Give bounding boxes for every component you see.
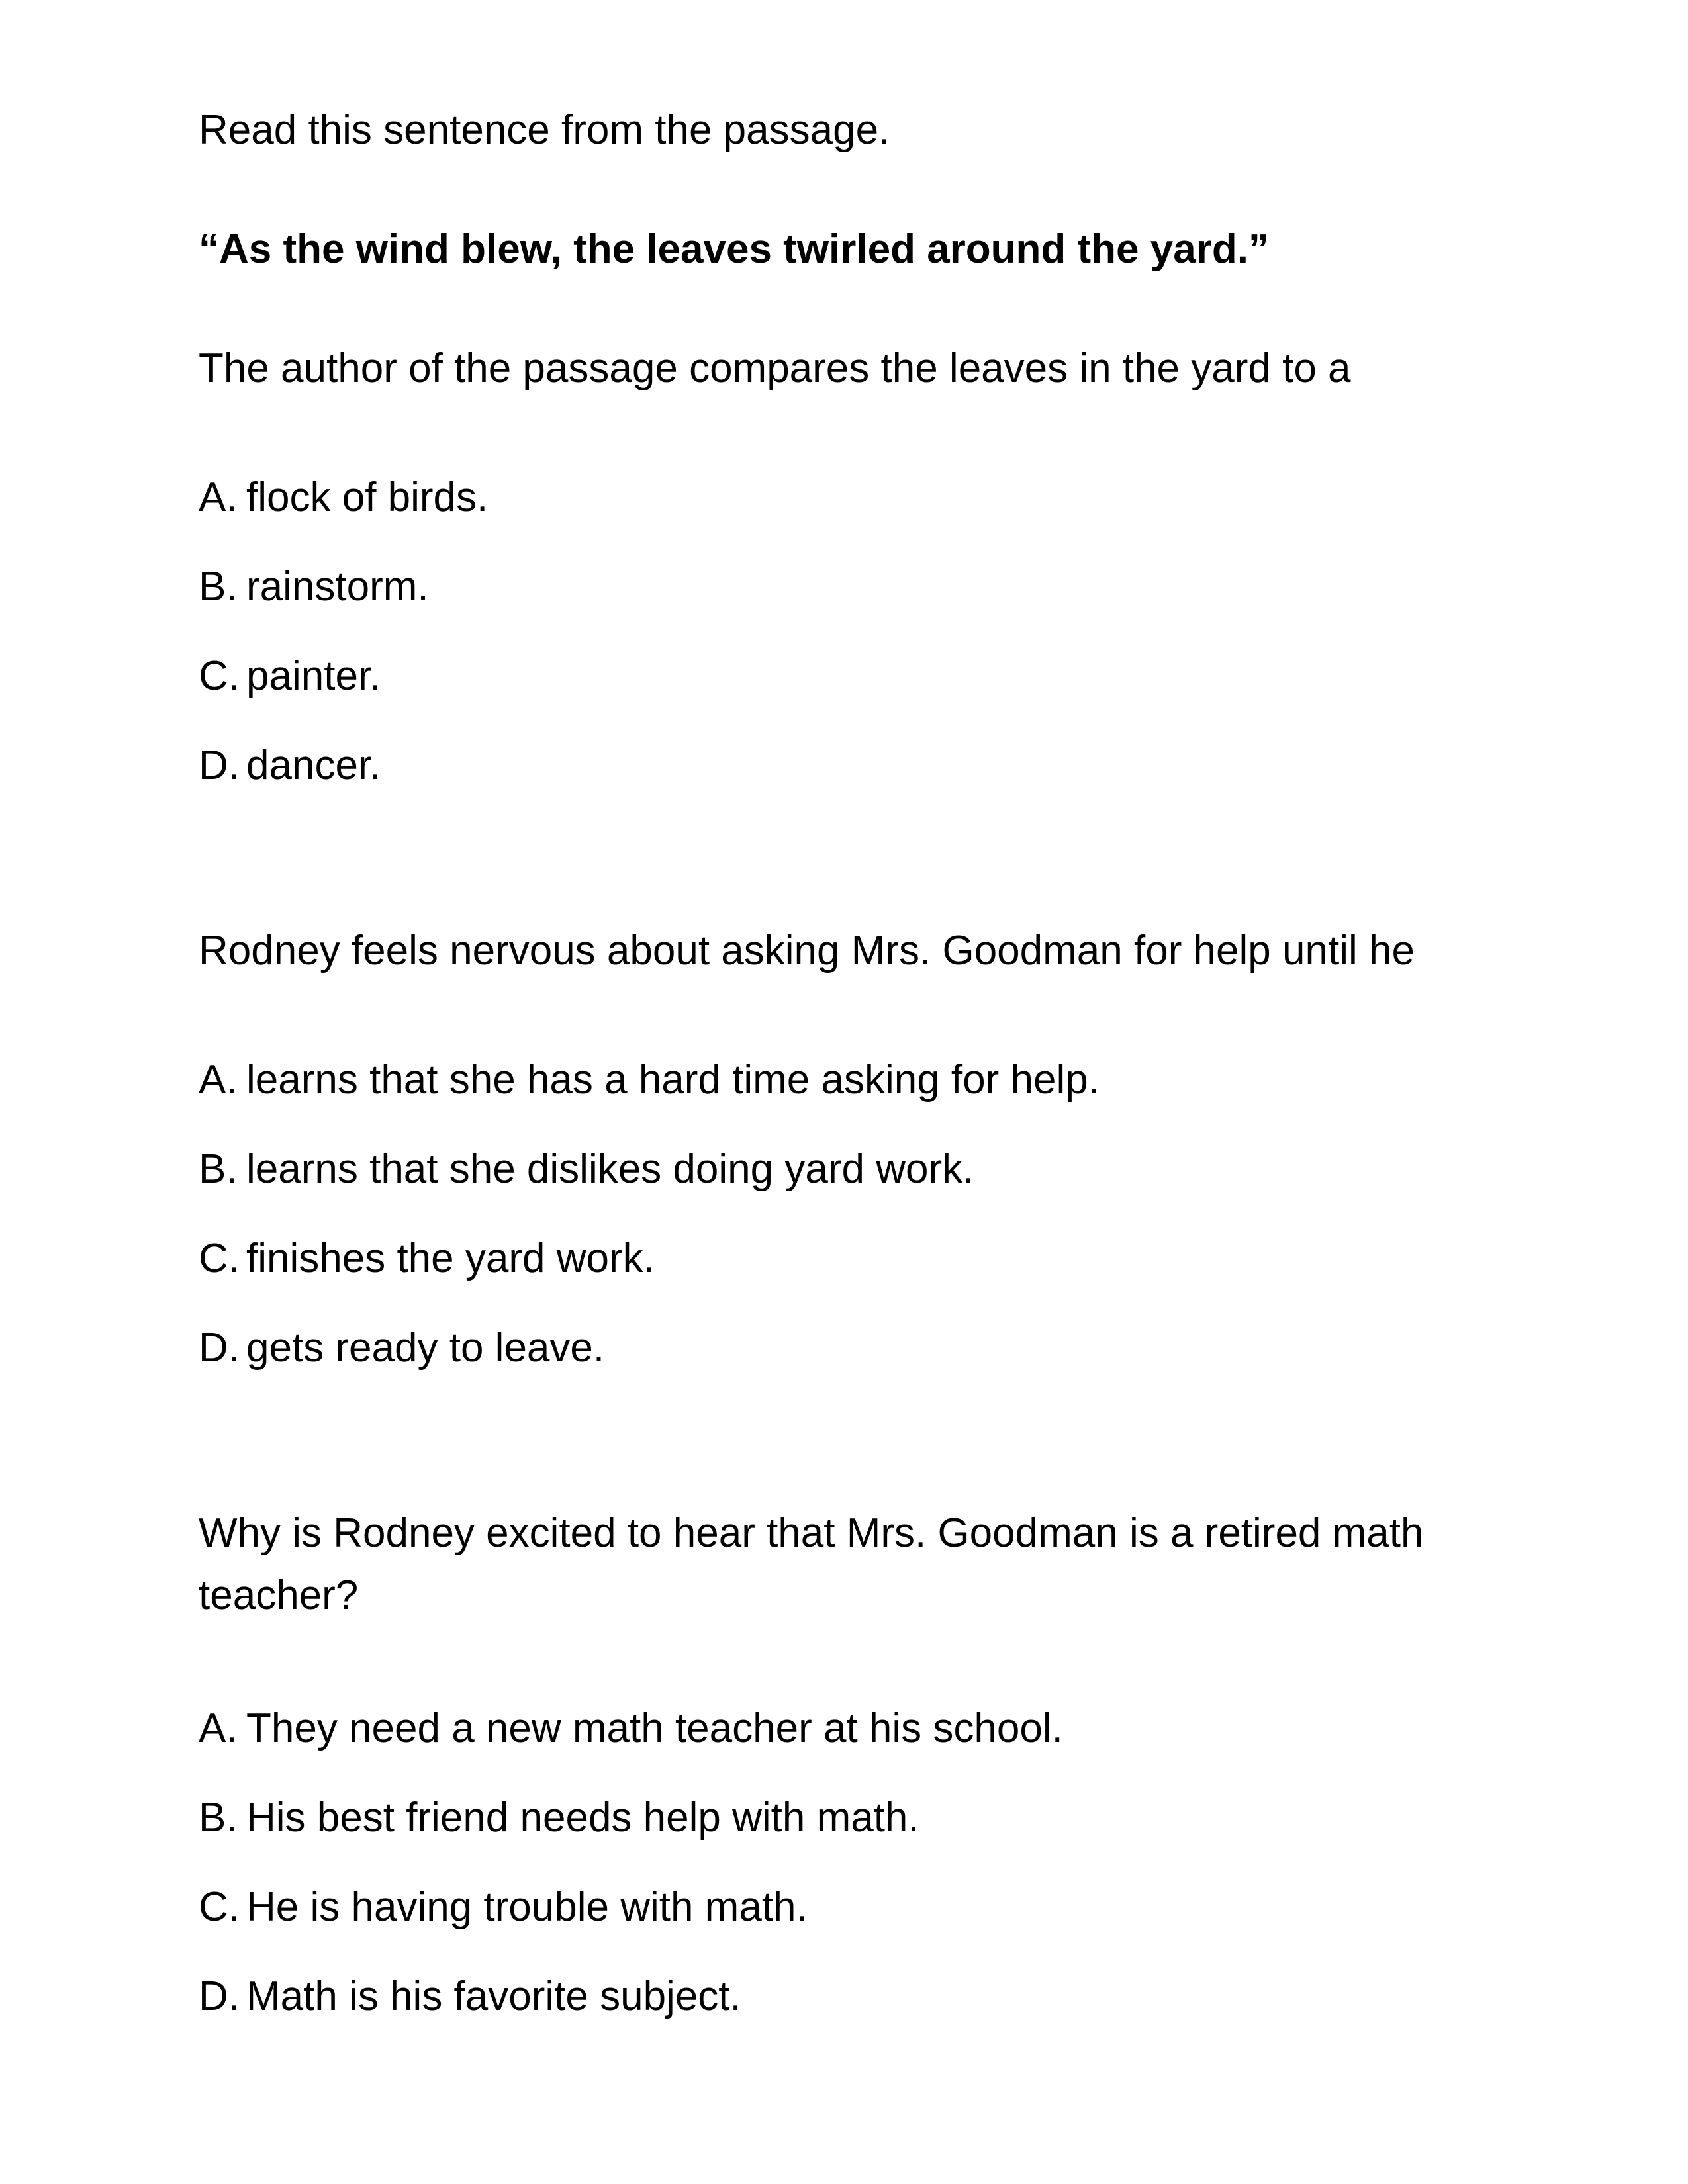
question-1-option-d (199, 735, 381, 797)
question-3-stem: Why is Rodney excited to hear that Mrs. Goodman is a retired math teacher? (199, 1510, 1424, 1618)
option-letter: B. (199, 564, 238, 610)
question-2-option-b (199, 1138, 974, 1201)
option-letter: D. (199, 1325, 240, 1371)
question-1-stem: The author of the passage compares the leaves in the yard to a (199, 345, 1351, 391)
instruction-text: Read this sentence from the passage. (199, 107, 890, 153)
question-2-option-a (199, 1049, 1100, 1111)
option-letter: A. (199, 1706, 238, 1751)
option-text: dancer. (246, 743, 381, 788)
option-text: painter. (246, 653, 381, 699)
option-text: He is having trouble with math. (246, 1884, 808, 1930)
question-3-option-d (199, 1966, 741, 2028)
option-letter: D. (199, 743, 240, 788)
question-3-option-b (199, 1787, 919, 1849)
option-letter: A. (199, 475, 238, 520)
question-1-option-b (199, 556, 429, 618)
option-letter: D. (199, 1974, 240, 2019)
option-letter: B. (199, 1146, 238, 1192)
question-2-option-d (199, 1317, 604, 1379)
option-letter: C. (199, 1884, 240, 1930)
question-1-option-c (199, 645, 381, 707)
question-1-option-a (199, 467, 488, 529)
option-text: gets ready to leave. (246, 1325, 605, 1371)
option-letter: C. (199, 653, 240, 699)
option-letter: A. (199, 1057, 238, 1103)
question-2-option-c (199, 1228, 655, 1290)
question-3-option-a (199, 1698, 1063, 1760)
option-text: rainstorm. (246, 564, 429, 610)
option-letter: B. (199, 1795, 238, 1841)
option-text: His best friend needs help with math. (246, 1795, 919, 1841)
question-3-option-c (199, 1876, 808, 1938)
quoted-sentence: “As the wind blew, the leaves twirled around the yard.” (199, 226, 1269, 272)
option-text: learns that she has a hard time asking for help. (246, 1057, 1100, 1103)
option-text: learns that she dislikes doing yard work. (246, 1146, 974, 1192)
option-text: flock of birds. (246, 475, 489, 520)
option-text: They need a new math teacher at his school. (246, 1706, 1063, 1751)
option-text: finishes the yard work. (246, 1236, 655, 1281)
question-2-stem: Rodney feels nervous about asking Mrs. Goodman for help until he (199, 928, 1415, 974)
option-text: Math is his favorite subject. (246, 1974, 741, 2019)
option-letter: C. (199, 1236, 240, 1281)
